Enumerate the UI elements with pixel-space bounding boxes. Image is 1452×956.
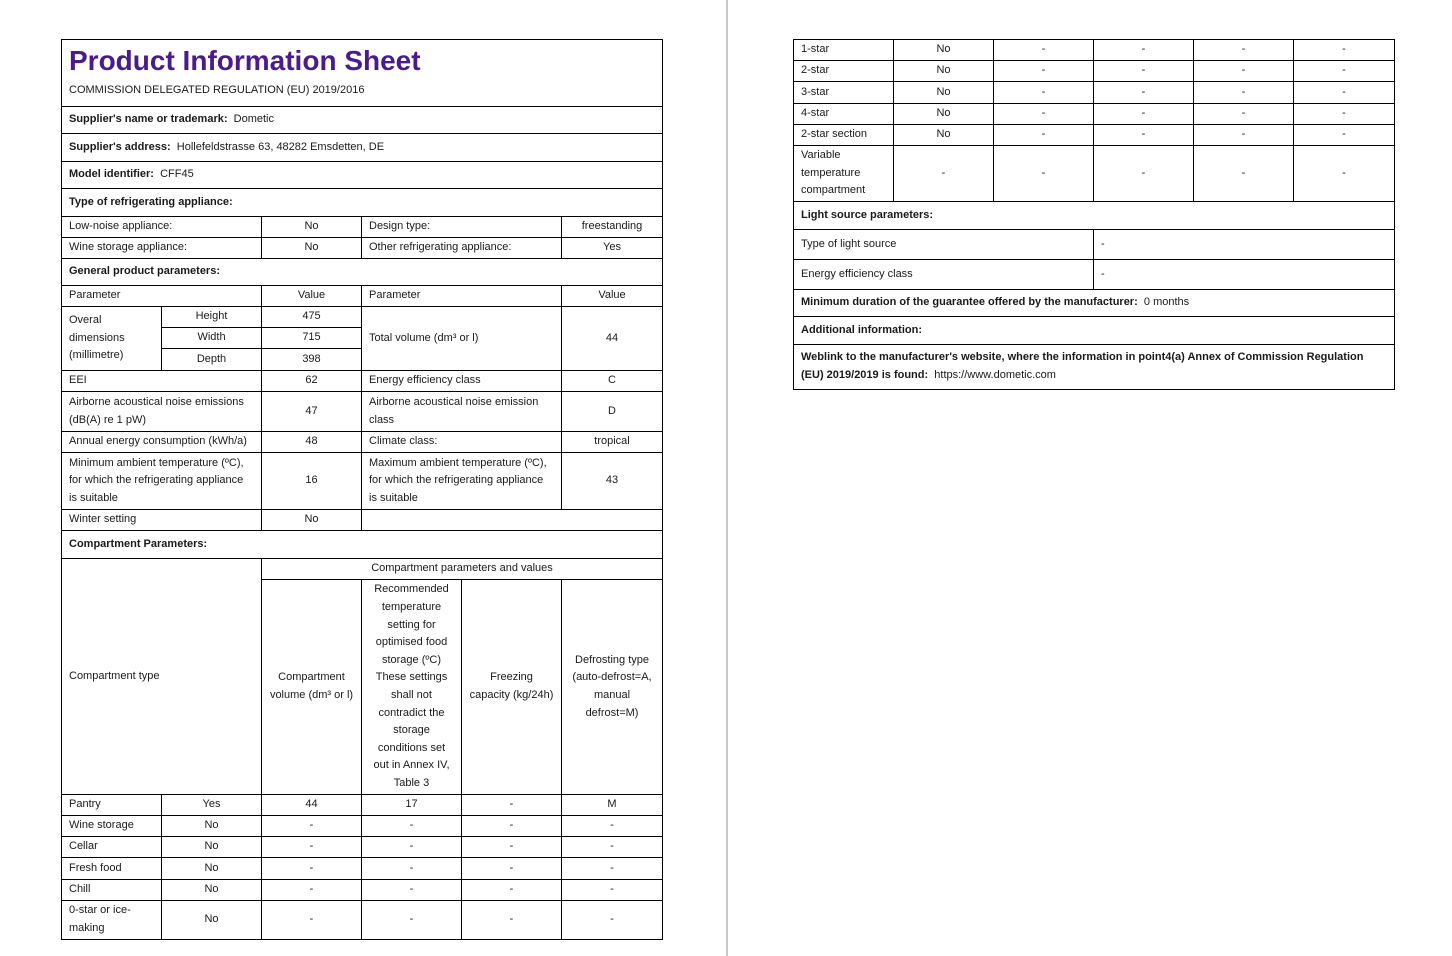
width-value: 715 [262, 328, 362, 349]
compartment-volume: - [994, 82, 1094, 104]
energy-class-value: C [562, 371, 663, 392]
compartment-heading: Compartment Parameters: [62, 531, 663, 559]
page-title: Product Information Sheet [69, 45, 421, 76]
general-heading: General product parameters: [62, 259, 663, 286]
compartment-temp: - [1094, 40, 1194, 61]
product-info-table [61, 39, 663, 940]
compartment-present: No [894, 125, 994, 146]
compartment-freezing: - [462, 795, 562, 816]
compartment-defrost: - [562, 837, 663, 858]
compartment-name: Wine storage [62, 816, 162, 837]
compartment-name: Fresh food [62, 858, 162, 880]
compartment-params-header: Compartment parameters and values [262, 559, 663, 580]
compartment-defrost: - [562, 880, 663, 901]
compartment-present: No [894, 82, 994, 104]
total-volume-value: 44 [562, 307, 663, 371]
compartment-name: 4-star [794, 104, 894, 125]
compartment-name: 0-star or ice-making [62, 901, 162, 940]
max-temp-value: 43 [562, 453, 663, 510]
compartment-volume: - [994, 146, 1094, 202]
compartment-freezing: - [1194, 104, 1294, 125]
compartment-defrost: - [1294, 82, 1395, 104]
supplier-name-row [62, 107, 663, 134]
other-appliance-label: Other refrigerating appliance: [362, 238, 562, 259]
compartment-defrost: - [562, 816, 663, 837]
compartment-present: No [162, 837, 262, 858]
value-header-2: Value [562, 286, 663, 307]
light-class-value: - [1094, 260, 1395, 290]
compartment-present: No [894, 61, 994, 82]
supplier-name-label: Supplier's name or trademark: [69, 113, 228, 126]
compartment-row [794, 82, 1395, 104]
compartment-present: No [162, 901, 262, 940]
compartment-freezing: - [1194, 40, 1294, 61]
compartment-freezing: - [462, 901, 562, 940]
compartment-volume: - [262, 880, 362, 901]
freezing-capacity-header: Freezing capacity (kg/24h) [462, 580, 562, 795]
guarantee-value: 0 months [1143, 296, 1190, 309]
model-row [62, 162, 663, 189]
compartment-temp: - [1094, 82, 1194, 104]
noise-class-value: D [562, 392, 663, 432]
annual-energy-value: 48 [262, 432, 362, 453]
defrost-type-header: Defrosting type (auto-defrost=A, manual defrost=M) [562, 580, 663, 795]
width-label: Width [162, 328, 262, 349]
type-heading: Type of refrigerating appliance: [62, 189, 663, 217]
compartment-row [794, 104, 1395, 125]
compartment-defrost: M [562, 795, 663, 816]
compartment-name: 3-star [794, 82, 894, 104]
compartment-defrost: - [1294, 104, 1395, 125]
compartment-name: 2-star [794, 61, 894, 82]
compartment-temp: - [1094, 104, 1194, 125]
design-type-label: Design type: [362, 217, 562, 238]
compartment-row [794, 146, 1395, 202]
wine-storage-value: No [262, 238, 362, 259]
compartment-defrost: - [1294, 146, 1395, 202]
compartment-row [794, 125, 1395, 146]
compartment-present: Yes [162, 795, 262, 816]
supplier-address-row [62, 134, 663, 162]
compartment-row [62, 880, 663, 901]
compartment-volume: - [994, 104, 1094, 125]
compartment-freezing: - [1194, 125, 1294, 146]
compartment-row [62, 901, 663, 940]
depth-value: 398 [262, 349, 362, 371]
compartment-freezing: - [1194, 82, 1294, 104]
compartment-volume: - [262, 816, 362, 837]
compartment-temp: 17 [362, 795, 462, 816]
compartment-freezing: - [1194, 61, 1294, 82]
compartment-name: 1-star [794, 40, 894, 61]
light-type-value: - [1094, 230, 1395, 260]
compartment-temp: - [362, 880, 462, 901]
supplier-name-value: Dometic [233, 113, 274, 126]
compartment-temp: - [362, 901, 462, 940]
eei-label: EEI [62, 371, 262, 392]
guarantee-row [794, 290, 1395, 317]
compartment-temp: - [1094, 61, 1194, 82]
compartment-volume: - [994, 125, 1094, 146]
compartments-right [794, 40, 1395, 202]
compartment-volume: - [262, 858, 362, 880]
compartment-volume: 44 [262, 795, 362, 816]
eei-value: 62 [262, 371, 362, 392]
compartment-freezing: - [462, 880, 562, 901]
compartment-row [62, 816, 663, 837]
compartment-defrost: - [562, 901, 663, 940]
min-temp-label: Minimum ambient temperature (ºC), for which the refrigerating appliance is suitable [62, 453, 262, 510]
light-class-label: Energy efficiency class [794, 260, 1094, 290]
compartment-name: Chill [62, 880, 162, 901]
model-value: CFF45 [160, 168, 194, 181]
height-label: Height [162, 307, 262, 328]
compartment-temp: - [362, 816, 462, 837]
climate-value: tropical [562, 432, 663, 453]
model-label: Model identifier: [69, 168, 154, 181]
weblink-url[interactable]: https://www.dometic.com [934, 369, 1056, 381]
low-noise-label: Low-noise appliance: [62, 217, 262, 238]
noise-emission-value: 47 [262, 392, 362, 432]
low-noise-value: No [262, 217, 362, 238]
compartment-freezing: - [462, 816, 562, 837]
empty-cell [362, 510, 663, 531]
compartment-present: No [894, 40, 994, 61]
max-temp-label: Maximum ambient temperature (ºC), for which the refrigerating appliance is suitable [362, 453, 562, 510]
compartment-row [62, 795, 663, 816]
compartment-freezing: - [462, 837, 562, 858]
total-volume-label: Total volume (dm³ or l) [362, 307, 562, 371]
compartment-volume: - [262, 901, 362, 940]
compartment-defrost: - [1294, 40, 1395, 61]
overall-dimensions-label: Overal dimensions (millimetre) [62, 307, 162, 371]
climate-label: Climate class: [362, 432, 562, 453]
guarantee-label: Minimum duration of the guarantee offered by the manufacturer: [801, 296, 1138, 309]
winter-label: Winter setting [62, 510, 262, 531]
compartment-volume: - [994, 61, 1094, 82]
compartment-temp: - [362, 858, 462, 880]
min-temp-value: 16 [262, 453, 362, 510]
param-header: Parameter [62, 286, 262, 307]
compartment-defrost: - [1294, 61, 1395, 82]
regulation-subtitle: COMMISSION DELEGATED REGULATION (EU) 2019/2016 [69, 84, 365, 96]
compartment-name: Variable temperature compartment [794, 146, 894, 202]
compartment-type-header: Compartment type [62, 559, 262, 795]
param-header-2: Parameter [362, 286, 562, 307]
noise-emission-label: Airborne acoustical noise emissions (dB(A) re 1 pW) [62, 392, 262, 432]
value-header: Value [262, 286, 362, 307]
compartment-row [794, 40, 1395, 61]
supplier-address-value: Hollefeldstrasse 63, 48282 Emsdetten, DE [176, 140, 385, 153]
compartment-name: Pantry [62, 795, 162, 816]
compartment-present: - [894, 146, 994, 202]
compartment-freezing: - [1194, 146, 1294, 202]
design-type-value: freestanding [562, 217, 663, 238]
supplier-address-label: Supplier's address: [69, 140, 171, 153]
depth-label: Depth [162, 349, 262, 371]
weblink-row [794, 345, 1395, 390]
other-appliance-value: Yes [562, 238, 663, 259]
compartments-left [62, 795, 663, 940]
compartment-name: Cellar [62, 837, 162, 858]
compartment-row [62, 858, 663, 880]
weblink-label: Weblink to the manufacturer's website, where the information in point4(a) Annex of Commission Regulation (EU) 2019/2019 is found: [801, 351, 1364, 381]
compartment-temp: - [1094, 125, 1194, 146]
product-info-table-continued [793, 39, 1395, 390]
compartment-present: No [894, 104, 994, 125]
additional-info-label: Additional information: [794, 317, 1395, 345]
energy-class-label: Energy efficiency class [362, 371, 562, 392]
light-heading: Light source parameters: [794, 202, 1395, 230]
light-type-label: Type of light source [794, 230, 1094, 260]
noise-class-label: Airborne acoustical noise emission class [362, 392, 562, 432]
winter-value: No [262, 510, 362, 531]
page-divider [726, 0, 728, 956]
compartment-name: 2-star section [794, 125, 894, 146]
compartment-present: No [162, 880, 262, 901]
compartment-row [794, 61, 1395, 82]
compartment-volume: - [262, 837, 362, 858]
recommended-temp-header: Recommended temperature setting for optimised food storage (ºC) These settings shall not contradict the storage conditions set out in Annex IV, Table 3 [362, 580, 462, 795]
compartment-row [62, 837, 663, 858]
compartment-temp: - [362, 837, 462, 858]
compartment-defrost: - [562, 858, 663, 880]
compartment-temp: - [1094, 146, 1194, 202]
compartment-present: No [162, 858, 262, 880]
compartment-volume-header: Compartment volume (dm³ or l) [262, 580, 362, 795]
compartment-freezing: - [462, 858, 562, 880]
compartment-defrost: - [1294, 125, 1395, 146]
wine-storage-label: Wine storage appliance: [62, 238, 262, 259]
compartment-volume: - [994, 40, 1094, 61]
height-value: 475 [262, 307, 362, 328]
annual-energy-label: Annual energy consumption (kWh/a) [62, 432, 262, 453]
compartment-present: No [162, 816, 262, 837]
